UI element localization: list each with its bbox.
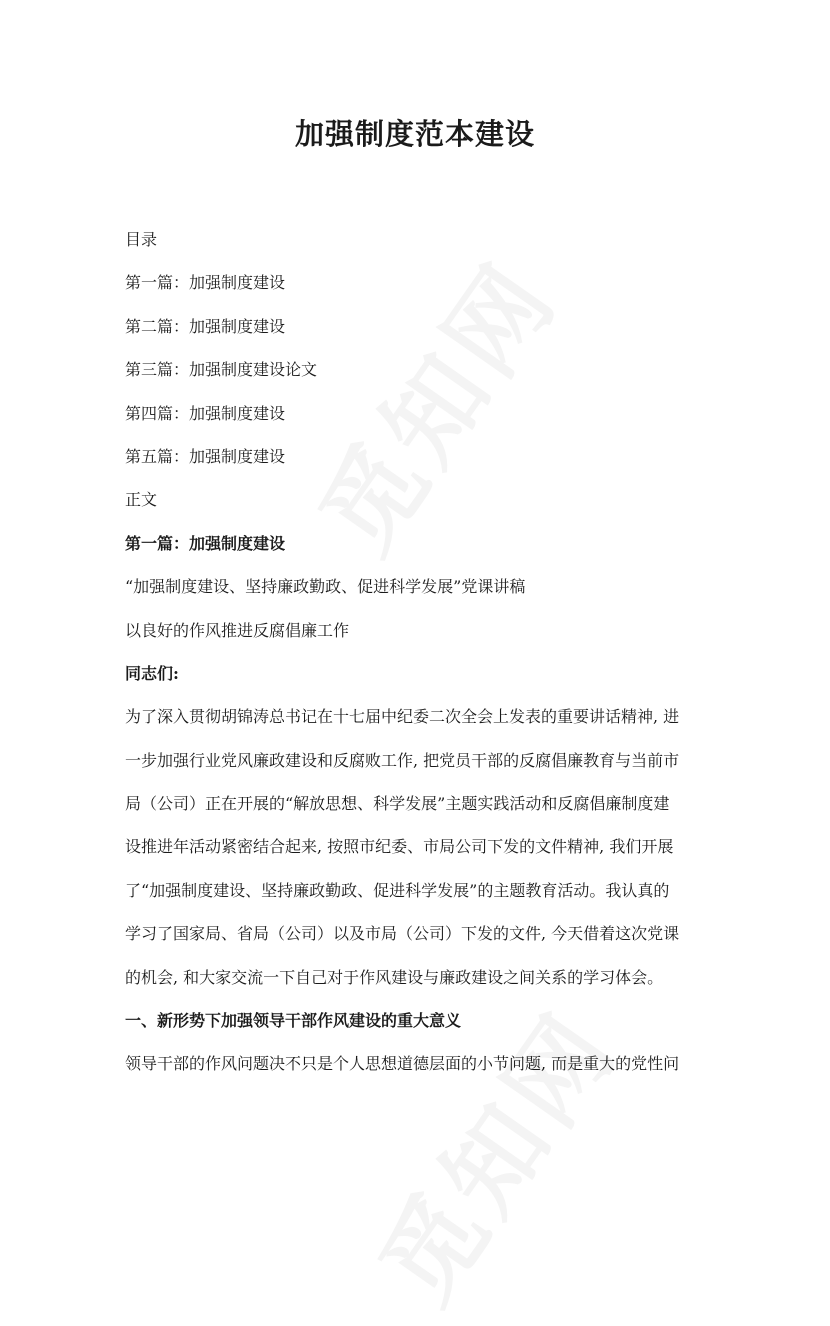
paragraph-line: 设推进年活动紧密结合起来, 按照市纪委、市局公司下发的文件精神, 我们开展 bbox=[125, 837, 674, 857]
salutation: 同志们: bbox=[125, 663, 179, 683]
chapter-subtitle: “加强制度建设、坚持廉政勤政、促进科学发展”党课讲稿 bbox=[125, 577, 526, 597]
toc-item-1: 第一篇：加强制度建设 bbox=[125, 273, 286, 293]
body-heading: 正文 bbox=[125, 490, 158, 510]
document-title: 加强制度范本建设 bbox=[294, 117, 535, 151]
paragraph-line: 领导干部的作风问题决不只是个人思想道德层面的小节问题, 而是重大的党性问 bbox=[125, 1054, 680, 1074]
paragraph-line: 局（公司）正在开展的“解放思想、科学发展”主题实践活动和反腐倡廉制度建 bbox=[125, 794, 670, 814]
toc-item-4: 第四篇：加强制度建设 bbox=[125, 403, 286, 423]
chapter-subtitle-2: 以良好的作风推进反腐倡廉工作 bbox=[125, 620, 350, 640]
chapter-heading: 第一篇：加强制度建设 bbox=[125, 533, 286, 553]
section-heading: 一、新形势下加强领导干部作风建设的重大意义 bbox=[125, 1011, 462, 1031]
toc-heading: 目录 bbox=[125, 230, 158, 249]
paragraph-line: 了“加强制度建设、坚持廉政勤政、促进科学发展”的主题教育活动。我认真的 bbox=[125, 880, 670, 900]
paragraph-line: 一步加强行业党风廉政建设和反腐败工作, 把党员干部的反腐倡廉教育与当前市 bbox=[125, 750, 680, 770]
paragraph-line: 的机会, 和大家交流一下自己对于作风建设与廉政建设之间关系的学习体会。 bbox=[125, 967, 664, 987]
toc-item-5: 第五篇：加强制度建设 bbox=[125, 446, 286, 466]
paragraph-1 bbox=[125, 695, 715, 999]
paragraph-line: 学习了国家局、省局（公司）以及市局（公司）下发的文件, 今天借着这次党课 bbox=[125, 924, 680, 944]
paragraph-line: 为了深入贯彻胡锦涛总书记在十七届中纪委二次全会上发表的重要讲话精神, 进 bbox=[125, 707, 680, 727]
toc-item-3: 第三篇：加强制度建设论文 bbox=[125, 360, 318, 380]
toc-item-2: 第二篇：加强制度建设 bbox=[125, 316, 286, 336]
paragraph-2 bbox=[125, 1042, 715, 1085]
document-body bbox=[125, 218, 715, 1086]
